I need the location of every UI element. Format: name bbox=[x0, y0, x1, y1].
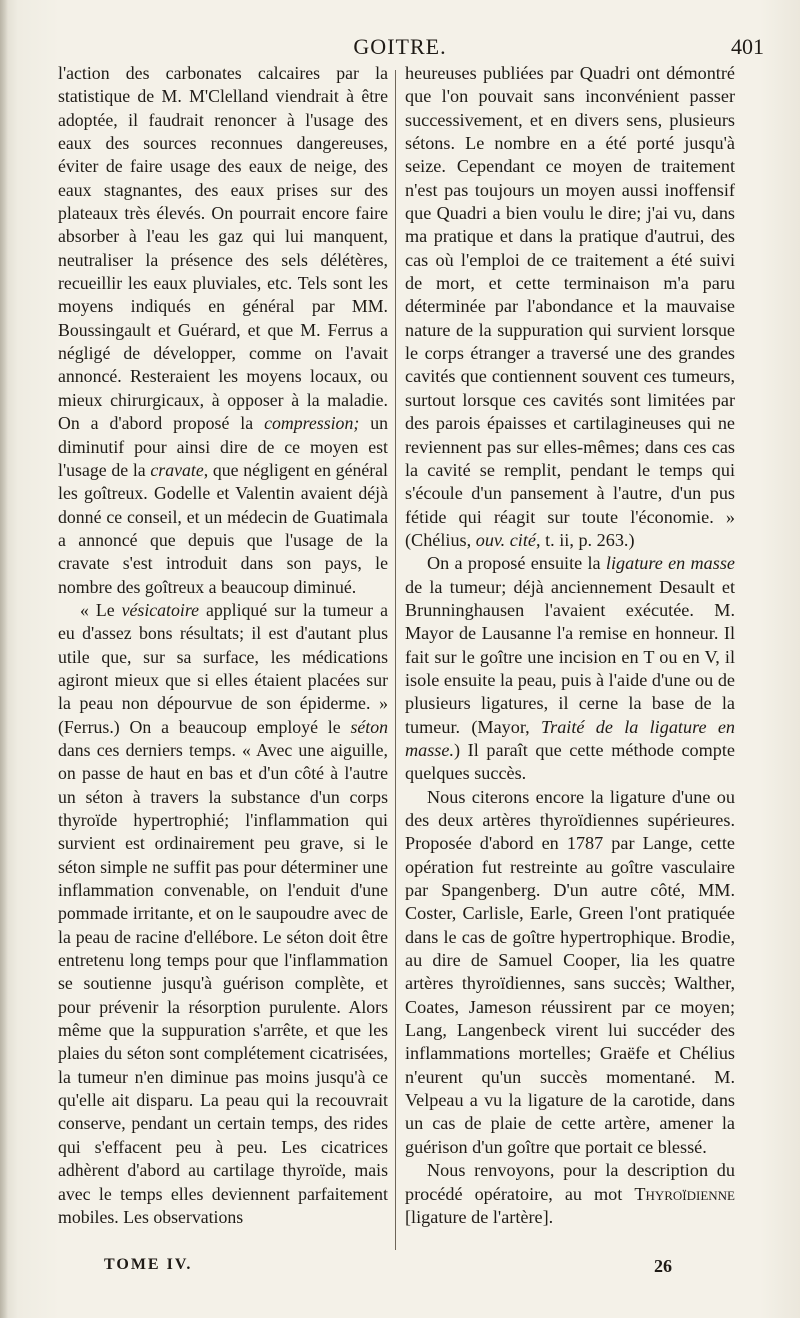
gathering-number: 26 bbox=[654, 1256, 672, 1276]
paragraph bbox=[58, 599, 388, 1229]
paragraph bbox=[58, 62, 388, 599]
paragraph bbox=[405, 786, 735, 1160]
column-rule bbox=[395, 70, 396, 1250]
text-run: appliqué sur la tumeur a eu d'assez bons résultats; il est d'autant plus utile que, sur sa surface, les médications agiront mieux que si elles étaient placées sur la peau non dépourvue de son épiderme. » (Ferrus.) On a beaucoup employé le bbox=[58, 599, 388, 737]
text-run-smallcaps: Thyroïdienne bbox=[634, 1183, 735, 1204]
text-run-italic: cravate bbox=[150, 459, 204, 480]
text-run: heureuses publiées par Quadri ont démontré que l'on pouvait sans inconvénient passer successivement, et en divers sens, plusieurs sétons. Le nombre en a été porté jusqu'à seize. Cependant ce moyen de traitement n'est pas toujours un moyen aussi inoffensif que Quadri a bien voulu le dire; j'ai vu, dans ma pratique et dans la pratique d'autrui, des cas où l'emploi de ce traitement a été suivi de mort, et cette terminaison m'a paru déterminée par l'abondance et la mauvaise nature de la suppuration qui survient lorsque le corps étranger a traversé une des grandes cavités que contiennent souvent ces tumeurs, surtout lorsque ces cavités sont limitées par des parois épaisses et cartilagineuses qui ne reviennent pas sur elles-mêmes; dans ces cas la cavité se remplit, pendant le temps qui s'écoule d'un pansement à l'autre, d'un pus fétide qui réagit sur toute l'économie. » (Chélius, bbox=[405, 63, 735, 550]
paragraph bbox=[405, 62, 735, 552]
text-run-italic: Traité de la ligature en masse. bbox=[405, 716, 735, 760]
running-title: GOITRE. bbox=[353, 34, 447, 59]
text-run-italic: séton bbox=[350, 716, 388, 737]
running-head bbox=[0, 34, 800, 64]
text-run: « Le bbox=[80, 599, 122, 620]
text-run: , que négligent en général les goîtreux. Godelle et Valentin avaient déjà donné ce conseil, et un médecin de Guatimala a annoncé que depuis que l'usage de la cravate s'est introduit dans son pays, le nombre des goîtreux a beaucoup diminué. bbox=[58, 459, 388, 597]
left-column bbox=[58, 62, 388, 1229]
paragraph bbox=[405, 1159, 735, 1229]
page-footer bbox=[0, 1256, 800, 1282]
spine-shadow bbox=[0, 0, 8, 1318]
text-run: Nous renvoyons, pour la description du procédé opératoire, au mot bbox=[405, 1160, 735, 1204]
text-run: l'action des carbonates calcaires par la statistique de M. M'Clelland viendrait à être adoptée, il faudrait renoncer à l'usage des eaux des sources reconnues dangereuses, éviter de faire usage des eaux de neige, des eaux stagnantes, des eaux prises sur des plateaux très élevés. On pourrait encore faire absorber à l'eau les gaz qui lui manquent, neutraliser la présence des sels délétères, recueillir les eaux pluviales, etc. Tels sont les moyens indiqués en général par MM. Boussingault et Guérard, et que M. Ferrus a négligé de développer, comme on l'avait annoncé. Resteraient les moyens locaux, ou mieux chirurgicaux, à opposer à la maladie. On a d'abord proposé la bbox=[58, 63, 388, 434]
text-run-italic: compression; bbox=[264, 413, 360, 434]
text-run: Nous citerons encore la ligature d'une ou des deux artères thyroïdiennes supérieures. Proposée d'abord en 1787 par Lange, cette opération fut restreinte au goître vasculaire par Spangenberg. D'un autre côté, MM. Coster, Carlisle, Earle, Green l'ont pratiquée dans le cas de goître hypertrophique. Brodie, au dire de Samuel Cooper, lia les quatre artères thyroïdiennes, sans succès; Walther, Coates, Jameson réussirent par ce moyen; Lang, Langenbeck virent lui succéder des inflammations mortelles; Graëfe et Chélius n'eurent qu'un succès momentané. M. Velpeau a vu la ligature de la carotide, dans un cas de plaie de cette artère, amener la guérison d'un goître que portait ce blessé. bbox=[405, 786, 735, 1157]
text-run: un diminutif pour ainsi dire de ce moyen est l'usage de la bbox=[58, 413, 388, 480]
text-run: dans ces derniers temps. « Avec une aiguille, on passe de haut en bas et d'un côté à l'autre un séton à travers la substance d'un corps thyroïde hypertrophié; l'inflammation qui survient est ordinairement peu grave, si le séton simple ne suffit pas pour déterminer une inflammation convenable, on l'enduit d'une pommade irritante, et on le saupoudre avec de la peau de racine d'ellébore. Le séton doit être entretenu long temps pour que l'inflammation se soutienne jusqu'à guérison complète, et pour prévenir la résorption purulente. Alors même que la suppuration s'arrête, et que les plaies du séton sont complétement cicatrisées, la tumeur n'en diminue pas moins jusqu'à ce qu'elle ait disparu. La peau qui la recouvrait conserve, pendant un certain temps, des rides qui s'effacent peu à peu. Les cicatrices adhèrent d'abord au cartilage thyroïde, mais avec le temps elles deviennent parfaitement mobiles. Les observations bbox=[58, 739, 388, 1227]
text-run-italic: vésicatoire bbox=[121, 599, 199, 620]
volume-signature: TOME IV. bbox=[104, 1256, 193, 1273]
text-run: ) Il paraît que cette méthode compte quelques succès. bbox=[405, 739, 735, 784]
page-number: 401 bbox=[731, 34, 764, 59]
text-run: On a proposé ensuite la bbox=[427, 553, 606, 574]
text-run-italic: ouv. cité bbox=[475, 529, 536, 550]
text-run: de la tumeur; déjà anciennement Desault et Brunninghausen l'avaient exécutée. M. Mayor de Lausanne l'a remise en honneur. Il fait sur le goître une incision en T ou en V, il isole ensuite la peau, puis à l'aide d'une ou de plusieurs ligatures, il cerne la base de la tumeur. (Mayor, bbox=[405, 576, 735, 737]
text-run-italic: ligature en masse bbox=[605, 553, 735, 574]
text-run: , t. ii, p. 263.) bbox=[536, 529, 635, 550]
paragraph bbox=[405, 552, 735, 785]
right-column bbox=[405, 62, 735, 1229]
text-run: [ligature de l'artère]. bbox=[405, 1206, 554, 1227]
